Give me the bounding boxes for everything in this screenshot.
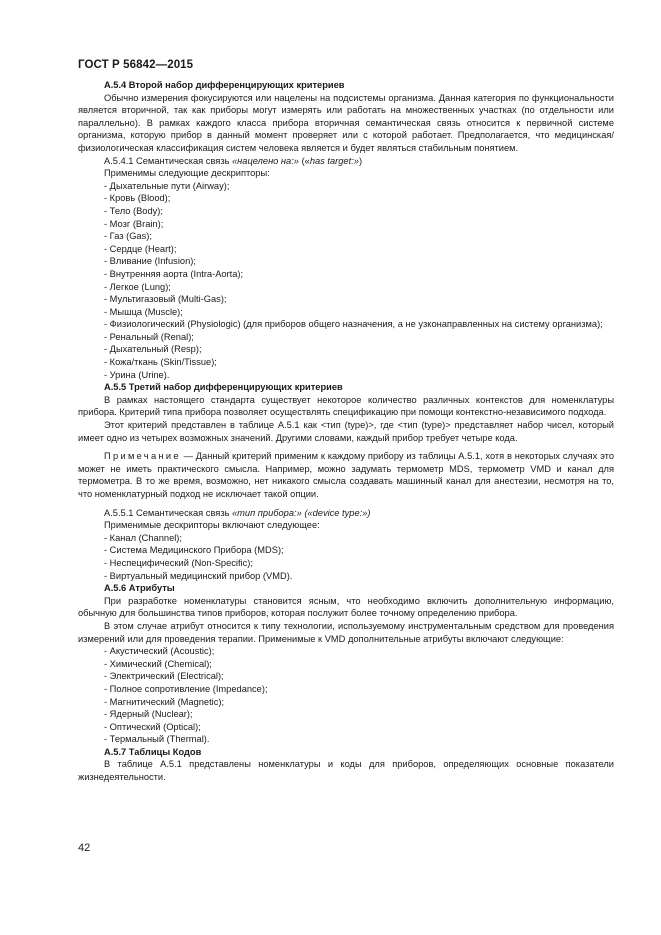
descriptor-intro: Применимые дескрипторы включают следующее: bbox=[104, 520, 320, 531]
list-item: - Магнитический (Magnetic); bbox=[104, 696, 225, 707]
section-a54-heading: А.5.4 Второй набор дифференцирующих критериев bbox=[104, 80, 345, 90]
section-a56-paragraph-1: При разработке номенклатуры становится ясным, что необходимо включить дополнительную информацию, обычную для большинства типов приборов, которая послужит более точному определению прибора. bbox=[78, 595, 614, 619]
list-item: - Газ (Gas); bbox=[104, 231, 152, 242]
list-item: - Канал (Channel); bbox=[104, 532, 182, 543]
subsection-a541-title: А.5.4.1 Семантическая связь «нацелено на:» («has target:») bbox=[104, 155, 363, 166]
list-item: - Тело (Body); bbox=[104, 205, 163, 216]
list-item: - Мышца (Muscle); bbox=[104, 306, 183, 317]
section-a54-paragraph: Обычно измерения фокусируются или нацелены на подсистемы организма. Данная категория по функциональности является вторичной, так как приборы могут измерять или работать на множественных участках (по отдельности или параллельно). В рамках каждого класса прибора вторичная семантическая связь относится к первичной системе организма, которую прибор в данный момент проверяет или с которой работает. Предполагается, что медицинская/физиологическая классификация систем человека является и будет являться стабильным понятием. bbox=[78, 92, 614, 153]
subsection-a551-title: А.5.5.1 Семантическая связь «тип прибора:» («device type:») bbox=[104, 507, 371, 518]
list-item: - Мультигазовый (Multi-Gas); bbox=[104, 294, 227, 305]
list-item: - Мозг (Brain); bbox=[104, 218, 164, 229]
list-item: - Термальный (Thermal). bbox=[104, 734, 210, 745]
note-text: — Данный критерий применим к каждому прибору из таблицы А.5.1, хотя в некоторых случаях это может не иметь практического смысла. Например, можно задумать термометр MDS, термометр VMD и канал для термометра. В то же время, возможно, нет никакого смысла создавать машинный канал для анестезии, несмотря на то, что номенклатурный подход не исключает такой опции. bbox=[78, 451, 614, 499]
list-item: - Химический (Chemical); bbox=[104, 658, 212, 669]
document-header: ГОСТ Р 56842—2015 bbox=[78, 59, 194, 71]
note bbox=[78, 450, 614, 500]
list-item: - Легкое (Lung); bbox=[104, 281, 171, 292]
list-item: - Ядерный (Nuclear); bbox=[104, 709, 193, 720]
list-item: - Оптический (Optical); bbox=[104, 721, 201, 732]
list-item: - Внутренняя аорта (Intra-Aorta); bbox=[104, 268, 244, 279]
list-item: - Электрический (Electrical); bbox=[104, 671, 224, 682]
list-item: - Система Медицинского Прибора (MDS); bbox=[104, 545, 284, 556]
list-item: - Вливание (Infusion); bbox=[104, 256, 196, 267]
section-a55-paragraph-2: Этот критерий представлен в таблице А.5.1 как <тип (type)>, где <тип (type)> представляет набор чисел, который имеет одно из четырех возможных значений. Другими словами, каждый прибор требует четыре кода. bbox=[78, 420, 614, 443]
list-item: - Полное сопротивление (Impedance); bbox=[104, 683, 268, 694]
section-a56-paragraph-2: В этом случае атрибут относится к типу технологии, используемому инструментальным средством для проведения измерений или для проведения терапии. Применимые к VMD дополнительные атрибуты включают следующие: bbox=[78, 620, 614, 644]
list-item: - Кожа/ткань (Skin/Tissue); bbox=[104, 357, 217, 368]
list-item: - Кровь (Blood); bbox=[104, 193, 171, 204]
page-content bbox=[78, 79, 614, 784]
list-item: - Ренальный (Renal); bbox=[104, 331, 194, 342]
list-item: - Урина (Urine). bbox=[104, 369, 170, 380]
section-a55-paragraph-1: В рамках настоящего стандарта существует некоторое количество различных контекстов для номенклатуры прибора. Критерий типа прибора позволяет осуществлять спецификацию при помощи контекстно-независимого подхода. bbox=[78, 394, 614, 418]
note-label: Примечание bbox=[104, 451, 181, 462]
list-item: - Неспецифический (Non-Specific); bbox=[104, 557, 253, 568]
section-a55-heading: А.5.5 Третий набор дифференцирующих критериев bbox=[104, 382, 343, 393]
section-a57-paragraph: В таблице А.5.1 представлены номенклатуры и коды для приборов, определяющих основные показатели жизнедеятельности. bbox=[78, 759, 614, 783]
list-item: - Акустический (Acoustic); bbox=[104, 646, 215, 657]
list-item: - Дыхательные пути (Airway); bbox=[104, 180, 230, 191]
descriptor-intro: Применимы следующие дескрипторы: bbox=[104, 168, 270, 179]
list-item: - Физиологический (Physiologic) (для приборов общего назначения, а не узконаправленных на систему организма); bbox=[104, 319, 603, 330]
section-a56-heading: А.5.6 Атрибуты bbox=[104, 583, 175, 594]
list-item: - Сердце (Heart); bbox=[104, 243, 177, 254]
list-item: - Дыхательный (Resp); bbox=[104, 344, 202, 355]
page-number: 42 bbox=[78, 842, 91, 854]
list-item: - Виртуальный медицинский прибор (VMD). bbox=[104, 570, 293, 581]
section-a57-heading: А.5.7 Таблицы Кодов bbox=[104, 746, 202, 757]
